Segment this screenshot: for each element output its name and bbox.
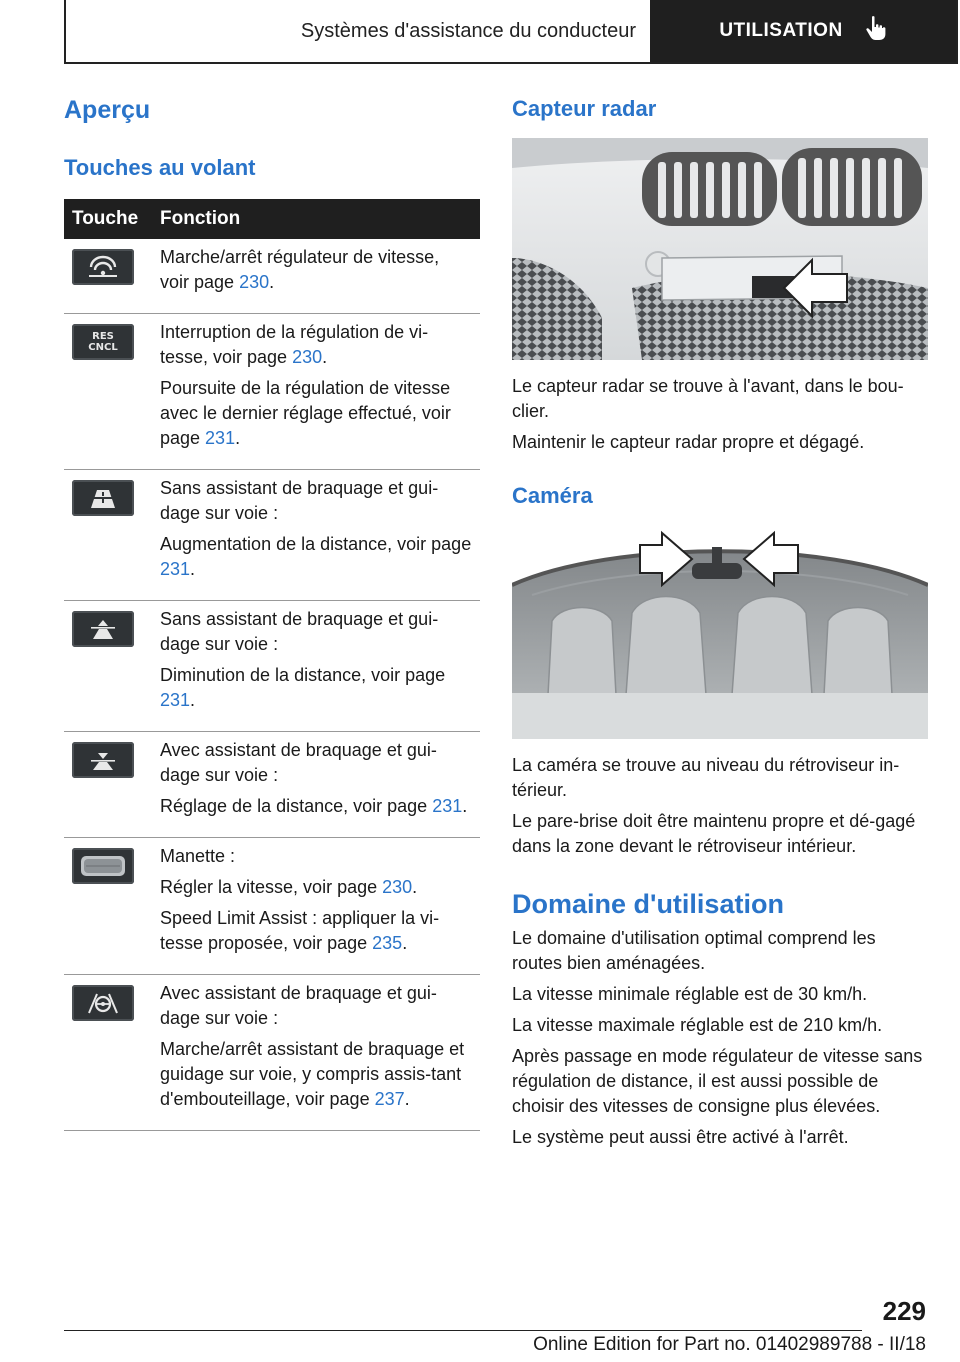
page-link[interactable]: 237 bbox=[374, 1089, 405, 1109]
front-bumper-radar-photo bbox=[512, 138, 928, 360]
camera-text-1: La caméra se trouve au niveau du rétroviseur in-térieur. bbox=[512, 755, 900, 800]
table-row: Avec assistant de braquage et gui-dage sur voie : Marche/arrêt assistant de braquage et guidage sur voie, y compris assis-tant d'embouteillage, voir page 237. bbox=[64, 975, 480, 1131]
interior-camera-photo bbox=[512, 525, 928, 739]
section-heading-radar: Capteur radar bbox=[512, 96, 657, 121]
chapter-title: UTILISATION bbox=[719, 20, 843, 41]
section-title: Systèmes d'assistance du conducteur bbox=[300, 19, 636, 42]
section-heading-steering-keys: Touches au volant bbox=[64, 155, 256, 180]
left-column bbox=[64, 96, 480, 1131]
page-link[interactable]: 230 bbox=[292, 347, 323, 367]
pointing-hand-icon bbox=[865, 15, 887, 47]
page-link[interactable]: 235 bbox=[372, 933, 403, 953]
right-column bbox=[512, 96, 928, 1156]
table-header-row bbox=[64, 199, 480, 239]
table-row: Sans assistant de braquage et gui-dage sur voie : Diminution de la distance, voir page 231. bbox=[64, 601, 480, 732]
page-link[interactable]: 231 bbox=[160, 690, 191, 710]
column-header-key: Touche bbox=[64, 199, 152, 239]
steering-assist-icon bbox=[72, 985, 134, 1021]
radar-text-1: Le capteur radar se trouve à l'avant, dans le bou-clier. bbox=[512, 376, 904, 421]
domain-text-4: Après passage en mode régulateur de vitesse sans régulation de distance, il est aussi possible de choisir des vitesses de consigne plus élevées. bbox=[512, 1046, 923, 1116]
table-row: Sans assistant de braquage et gui-dage sur voie : Augmentation de la distance, voir page 231. bbox=[64, 470, 480, 601]
section-heading-camera: Caméra bbox=[512, 483, 593, 508]
domain-text-3: La vitesse maximale réglable est de 210 km/h. bbox=[512, 1015, 883, 1035]
page-link[interactable]: 231 bbox=[432, 796, 463, 816]
res-cncl-icon: RES CNCL bbox=[72, 324, 134, 360]
rocker-switch-icon bbox=[72, 848, 134, 884]
table-row: RES CNCL Interruption de la régulation de vi-tesse, voir page 230. Poursuite de la régulation de vitesse avec le dernier réglage effectué, voir page 231. bbox=[64, 314, 480, 470]
edition-note: Online Edition for Part no. 01402989788 - II/18 bbox=[533, 1334, 926, 1355]
domain-text-5: Le système peut aussi être activé à l'arrêt. bbox=[512, 1127, 849, 1147]
section-heading-domain: Domaine d'utilisation bbox=[512, 889, 784, 919]
table-row: Manette : Régler la vitesse, voir page 230. Speed Limit Assist : appliquer la vi-tesse proposée, voir page 235. bbox=[64, 838, 480, 975]
distance-increase-icon bbox=[72, 480, 134, 516]
column-header-function: Fonction bbox=[152, 199, 480, 239]
page-link[interactable]: 230 bbox=[382, 877, 413, 897]
table-row: Avec assistant de braquage et gui-dage sur voie : Réglage de la distance, voir page 231. bbox=[64, 732, 480, 838]
page-number: 229 bbox=[882, 1296, 926, 1326]
chapter-tab bbox=[650, 0, 956, 62]
page-link[interactable]: 230 bbox=[239, 272, 270, 292]
page-link[interactable]: 231 bbox=[160, 559, 191, 579]
cruise-control-onoff-icon bbox=[72, 249, 134, 285]
domain-text-1: Le domaine d'utilisation optimal comprend les routes bien aménagées. bbox=[512, 928, 876, 973]
footer-divider bbox=[64, 1330, 862, 1331]
page-link[interactable]: 231 bbox=[205, 428, 236, 448]
page-title: Aperçu bbox=[64, 96, 151, 124]
distance-adjust-icon bbox=[72, 742, 134, 778]
page-header bbox=[64, 0, 958, 64]
camera-text-2: Le pare-brise doit être maintenu propre et dé-gagé dans la zone devant le rétroviseur intérieur. bbox=[512, 811, 916, 856]
distance-decrease-icon bbox=[72, 611, 134, 647]
radar-text-2: Maintenir le capteur radar propre et dégagé. bbox=[512, 432, 865, 452]
steering-wheel-keys-table bbox=[64, 199, 480, 1131]
domain-text-2: La vitesse minimale réglable est de 30 km/h. bbox=[512, 984, 868, 1004]
table-row: Marche/arrêt régulateur de vitesse, voir page 230. bbox=[64, 239, 480, 314]
